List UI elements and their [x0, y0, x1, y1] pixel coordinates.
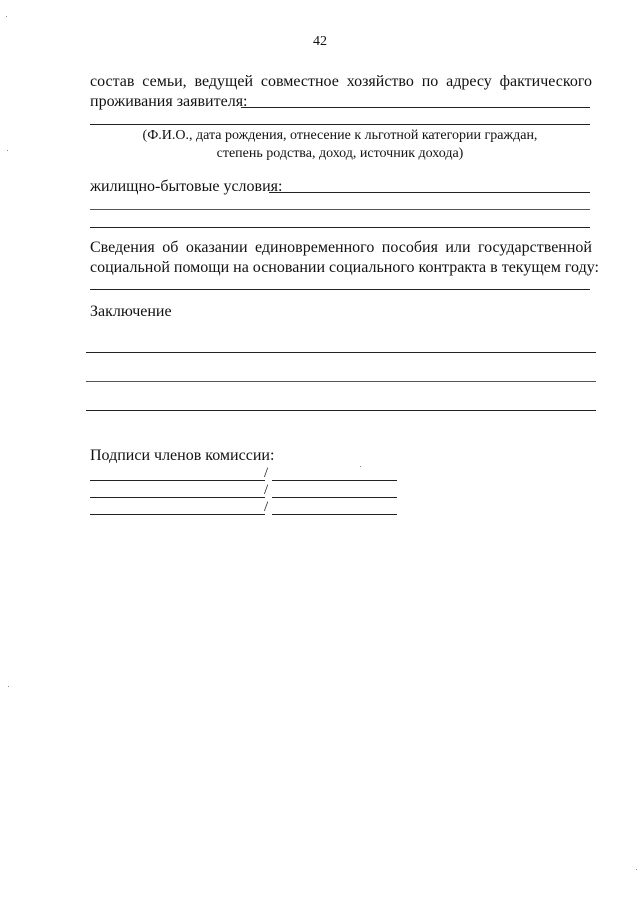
scan-speck	[7, 150, 8, 151]
living-conditions-fill-line-2[interactable]	[90, 209, 590, 210]
conclusion-fill-line-3[interactable]	[86, 410, 596, 411]
living-conditions-fill-line-3[interactable]	[90, 227, 590, 228]
conclusion-fill-line-2[interactable]	[86, 381, 596, 382]
signature-2-name-line[interactable]	[90, 497, 265, 498]
signature-1-name-line[interactable]	[90, 480, 265, 481]
scan-speck	[8, 686, 9, 687]
family-composition-text-line2: проживания заявителя:	[90, 93, 248, 110]
page-number: 42	[313, 34, 327, 49]
signature-3-name-line[interactable]	[90, 514, 265, 515]
signature-3-sign-line[interactable]	[272, 514, 397, 515]
family-composition-caption-line1: (Ф.И.О., дата рождения, отнесение к льготной категории граждан,	[142, 128, 538, 143]
signatures-label: Подписи членов комиссии:	[90, 447, 275, 464]
conclusion-label: Заключение	[90, 303, 172, 320]
scan-speck	[636, 869, 637, 870]
assistance-fill-line[interactable]	[90, 289, 590, 290]
conclusion-fill-line-1[interactable]	[86, 352, 596, 353]
signature-1-separator: /	[264, 465, 269, 481]
assistance-text-line1: Сведения об оказании единовременного пособия или государственной	[90, 239, 592, 256]
family-composition-caption-line2: степень родства, доход, источник дохода)	[216, 146, 464, 161]
family-composition-fill-line-1[interactable]	[241, 107, 590, 108]
signature-3-separator: /	[264, 499, 269, 515]
signature-2-separator: /	[264, 482, 269, 498]
family-composition-fill-line-2[interactable]	[90, 124, 590, 125]
living-conditions-label: жилищно-бытовые условия:	[90, 178, 283, 195]
assistance-text-line2: социальной помощи на основании социального контракта в текущем году:	[90, 259, 599, 276]
scan-speck	[6, 16, 7, 17]
family-composition-text-line1: состав семьи, ведущей совместное хозяйство по адресу фактического	[90, 73, 592, 90]
living-conditions-fill-line-1[interactable]	[269, 192, 590, 193]
signature-1-sign-line[interactable]	[272, 480, 397, 481]
signature-2-sign-line[interactable]	[272, 497, 397, 498]
scan-speck	[360, 466, 361, 467]
